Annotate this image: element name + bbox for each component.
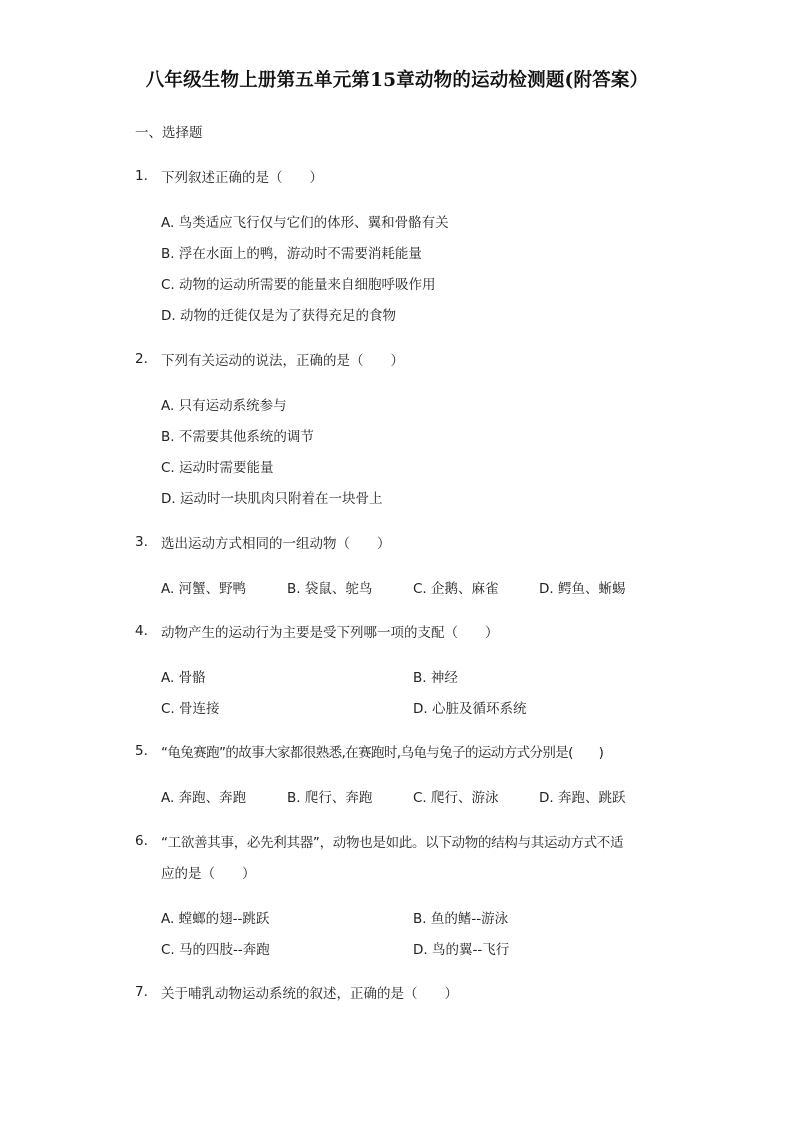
question-text: 下列有关运动的说法，正确的是（ ）: [161, 353, 404, 369]
option-b: B. 不需要其他系统的调节: [161, 429, 314, 445]
option-a: A. 奔跑、奔跑: [161, 790, 247, 806]
question-text: “龟兔赛跑”的故事大家都很熟悉,在赛跑时,乌龟与兔子的运动方式分别是( ): [161, 745, 604, 761]
question-number: 1.: [135, 168, 148, 184]
question-number: 3.: [135, 534, 148, 550]
option-c: C. 动物的运动所需要的能量来自细胞呼吸作用: [161, 277, 436, 293]
option-d: D. 奔跑、跳跃: [539, 790, 626, 806]
option-b: B. 神经: [413, 670, 458, 686]
question-number: 5.: [135, 743, 148, 759]
question-number: 4.: [135, 623, 148, 639]
option-c: C. 爬行、游泳: [413, 790, 499, 806]
section-heading: 一、选择题: [135, 125, 203, 141]
option-a: A. 鸟类适应飞行仅与它们的体形、翼和骨骼有关: [161, 215, 449, 231]
document-title: 八年级生物上册第五单元第15章动物的运动检测题(附答案）: [145, 70, 649, 91]
option-b: B. 浮在水面上的鸭，游动时不需要消耗能量: [161, 246, 422, 262]
option-b: B. 爬行、奔跑: [287, 790, 373, 806]
option-c: C. 骨连接: [161, 701, 220, 717]
question-text: 选出运动方式相同的一组动物（ ）: [161, 536, 391, 552]
option-d: D. 运动时一块肌肉只附着在一块骨上: [161, 491, 383, 507]
option-a: A. 骨骼: [161, 670, 206, 686]
option-c: C. 马的四肢--奔跑: [161, 942, 270, 958]
option-d: D. 动物的迁徙仅是为了获得充足的食物: [161, 308, 396, 324]
question-number: 7.: [135, 984, 148, 1000]
question-text: “工欲善其事，必先利其器”，动物也是如此。以下动物的结构与其运动方式不适: [161, 835, 624, 851]
question-text-continued: 应的是（ ）: [161, 866, 256, 882]
option-d: D. 鸟的翼--飞行: [413, 942, 510, 958]
option-d: D. 鳄鱼、蜥蜴: [539, 581, 626, 597]
option-c: C. 运动时需要能量: [161, 460, 274, 476]
question-number: 2.: [135, 351, 148, 367]
option-a: A. 只有运动系统参与: [161, 398, 287, 414]
option-a: A. 螳螂的翅--跳跃: [161, 911, 270, 927]
option-a: A. 河蟹、野鸭: [161, 581, 247, 597]
question-text: 关于哺乳动物运动系统的叙述，正确的是（ ）: [161, 986, 458, 1002]
question-text: 下列叙述正确的是（ ）: [161, 170, 323, 186]
option-b: B. 袋鼠、鸵鸟: [287, 581, 373, 597]
option-d: D. 心脏及循环系统: [413, 701, 527, 717]
question-text: 动物产生的运动行为主要是受下列哪一项的支配（ ）: [161, 625, 499, 641]
option-c: C. 企鹅、麻雀: [413, 581, 499, 597]
question-number: 6.: [135, 833, 148, 849]
option-b: B. 鱼的鳍--游泳: [413, 911, 509, 927]
